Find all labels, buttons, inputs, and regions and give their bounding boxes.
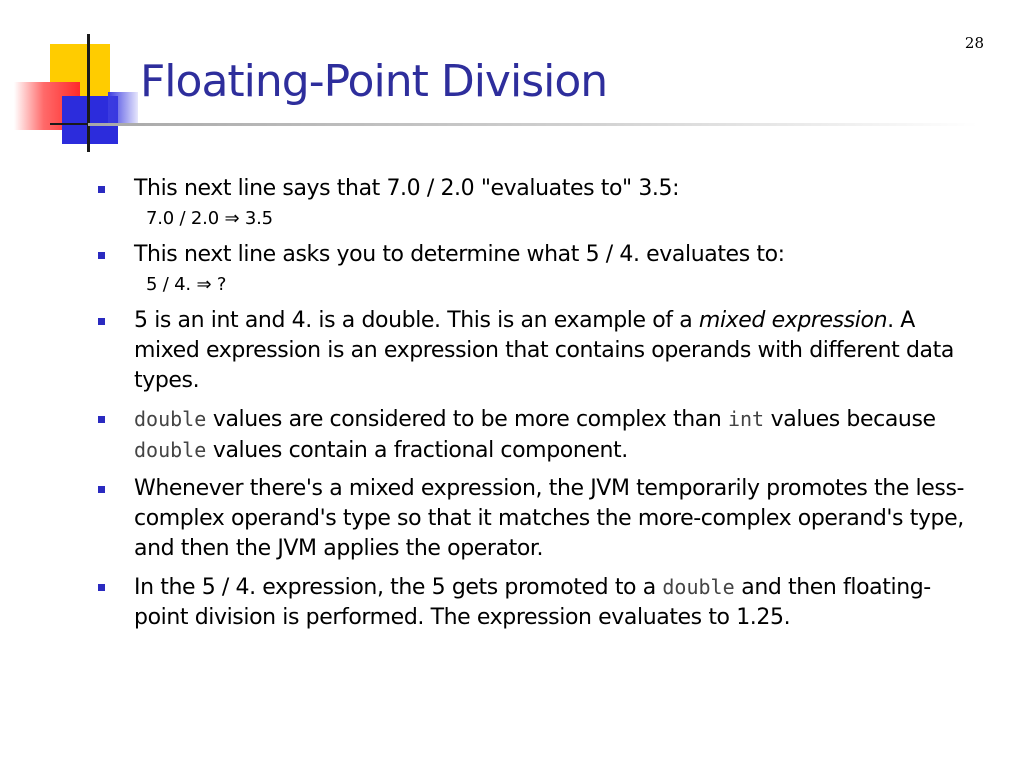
bullet-square-icon [98,252,105,259]
bullet-text: Whenever there's a mixed expression, the JVM temporarily promotes the less-complex operand's type so that it matches the more-complex operand's type, and then the JVM applies the operator. [134,476,965,561]
code-keyword: double [662,575,735,599]
logo-vertical-line [87,34,90,152]
bullet-item [98,404,978,466]
bullet-item [98,174,978,204]
bullet-text: . A mixed expression is an expression that contains operands with different data types. [134,308,954,393]
bullet-text: 5 is an int and 4. is a double. This is an example of a [134,308,699,333]
bullet-square-icon [98,486,105,493]
bullet-list [98,174,978,641]
bullet-text: values are considered to be more complex than [206,407,728,432]
bullet-text: This next line asks you to determine what 5 / 4. evaluates to: [134,242,785,267]
decorative-logo [0,0,150,160]
logo-blue-fade [108,92,138,126]
italic-term: mixed expression [698,308,888,333]
bullet-item [98,572,978,633]
sub-line: 7.0 / 2.0 ⇒ 3.5 [146,208,273,229]
page-number: 28 [964,34,984,52]
bullet-text: values because [764,407,936,432]
bullet-text: In the 5 / 4. expression, the 5 gets promoted to a [134,575,663,600]
slide-title: Floating-Point Division [140,56,608,107]
code-keyword: double [134,438,207,462]
bullet-square-icon [98,416,105,423]
bullet-text: values contain a fractional component. [206,438,628,463]
bullet-square-icon [98,584,105,591]
bullet-square-icon [98,186,105,193]
bullet-item [98,474,978,564]
code-keyword: int [727,407,765,431]
bullet-text: This next line says that 7.0 / 2.0 "evaluates to" 3.5: [134,176,680,201]
title-underline-rule [88,123,978,126]
bullet-item [98,240,978,270]
sub-line: 5 / 4. ⇒ ? [146,274,227,295]
bullet-square-icon [98,318,105,325]
bullet-text: and then floating-point division is performed. The expression evaluates to 1.25. [134,575,931,630]
code-keyword: double [134,407,207,431]
bullet-item [98,306,978,396]
